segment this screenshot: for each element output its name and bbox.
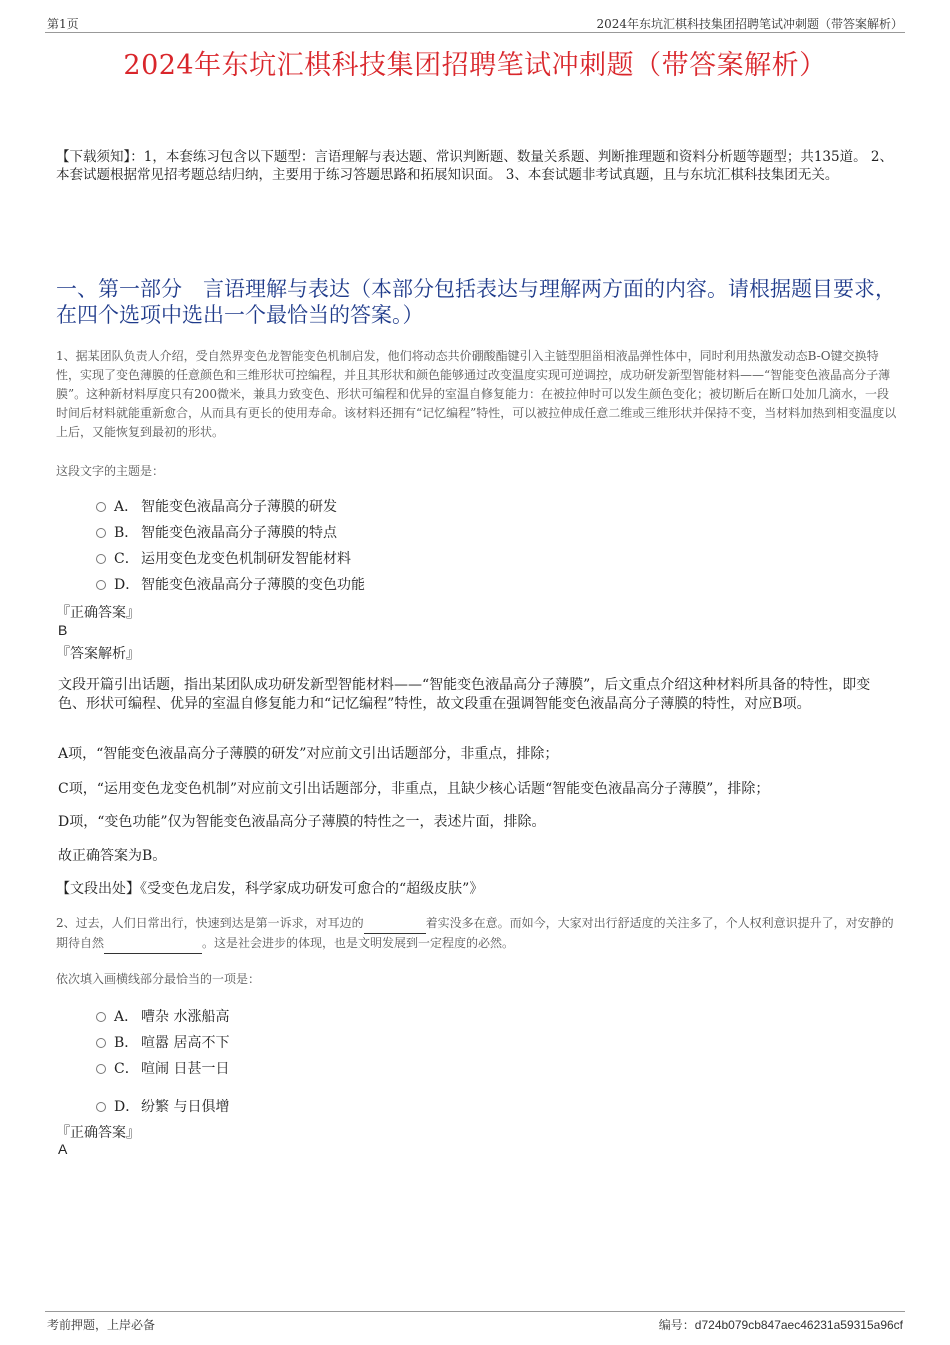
question-2-prompt: 依次填入画横线部分最恰当的一项是： [56,972,261,986]
document-title: 2024年东坑汇棋科技集团招聘笔试冲刺题（带答案解析） [123,50,827,81]
option-text: 喧嚣 居高不下 [141,1035,230,1051]
option-letter: B． [114,525,139,541]
answer-label: 『正确答案』 [56,605,140,621]
option-text: 智能变色液晶高分子薄膜的研发 [141,499,337,515]
analysis-paragraph: A项，“智能变色液晶高分子薄膜的研发”对应前文引出话题部分，非重点，排除； [58,746,559,762]
question-1-text: 1、据某团队负责人介绍，受自然界变色龙智能变色机制启发，他们将动态共价硼酸酯键引入主链型胆甾相液晶弹性体中，同时利用热激发动态B-O键交换特性，实现了变色薄膜的任意颜色和三维形状可控编程，并且其形状和颜色能够通过改变温度实现可逆调控，成功研发新型智能材料——“智能变色液晶高分子薄膜”。这种新材料厚度只有200微米，兼具力致变色、形状可编程和优异的室温自修复能力：在被拉伸时可以发生颜色变化；被切断后在断口处加几滴水，一段时间后材料就能重新愈合，从而具有更长的使用寿命。该材料还拥有“记忆编程”特性，可以被拉伸成任意二维或三维形状并保持不变，当材料加热到相变温度以上后，又能恢复到最初的形状。 [56,349,897,439]
option-letter: D． [114,577,140,593]
radio-icon[interactable] [96,528,106,538]
page-footer [45,1311,905,1336]
option-letter: C． [114,1061,139,1077]
question-1-prompt: 这段文字的主题是： [56,464,165,478]
option-letter: C． [114,551,139,567]
answer-value: A [58,1141,68,1157]
option-text: 智能变色液晶高分子薄膜的变色功能 [141,577,365,593]
question-2-text [56,914,900,954]
option-text: 智能变色液晶高分子薄膜的特点 [141,525,337,541]
fill-blank-2 [104,934,202,954]
section-heading: 一、第一部分 言语理解与表达（本部分包括表达与理解两方面的内容。请根据题目要求，在四个选项中选出一个最恰当的答案。） [56,277,896,327]
option-text: 纷繁 与日俱增 [141,1099,230,1115]
question-2-text-part: 着实没多在意。而如今，大家对出行舒适度的关注多了，个人权利意识提升了，对安静的期待自然 [56,916,894,950]
analysis-conclusion: 故正确答案为B。 [58,848,167,864]
option-text: 嘈杂 水涨船高 [141,1009,230,1025]
option-text: 喧闹 日甚一日 [141,1061,230,1077]
question-2-text-part: 。这是社会进步的体现，也是文明发展到一定程度的必然。 [202,936,515,950]
code-label: 编号： [658,1318,695,1332]
page-number: 第1页 [47,17,79,31]
source-citation: 【文段出处】《受变色龙启发，科学家成功研发可愈合的“超级皮肤”》 [56,881,484,897]
footer-code [659,1316,903,1333]
page-header [45,12,905,33]
radio-icon[interactable] [96,1038,106,1048]
download-notice: 【下载须知】：1，本套练习包含以下题型：言语理解与表达题、常识判断题、数量关系题、判断推理题和资料分析题等题型；共135道。 2、本套试题根据常见招考题总结归纳，主要用于练习答题思路和拓展知识面。 3、本套试题非考试真题，且与东坑汇棋科技集团无关。 [56,149,893,183]
option-text: 运用变色龙变色机制研发智能材料 [141,551,351,567]
option-letter: B． [114,1035,139,1051]
header-doc-title: 2024年东坑汇棋科技集团招聘笔试冲刺题（带答案解析） [596,17,903,31]
analysis-paragraph: 文段开篇引出话题，指出某团队成功研发新型智能材料——“智能变色液晶高分子薄膜”，后文重点介绍这种材料所具备的特性，即变色、形状可编程、优异的室温自修复能力和“记忆编程”特性，故文段重在强调智能变色液晶高分子薄膜的特性，对应B项。 [58,677,871,712]
option-letter: A． [114,1009,139,1025]
fill-blank-1 [364,914,426,934]
analysis-paragraph: D项，“变色功能”仅为智能变色液晶高分子薄膜的特性之一，表述片面，排除。 [58,814,546,830]
radio-icon[interactable] [96,580,106,590]
analysis-label: 『答案解析』 [56,646,140,662]
analysis-paragraph: C项，“运用变色龙变色机制”对应前文引出话题部分，非重点，且缺少核心话题“智能变色液晶高分子薄膜”，排除； [58,781,770,797]
option-letter: D． [114,1099,140,1115]
option-letter: A． [114,499,139,515]
radio-icon[interactable] [96,554,106,564]
answer-label: 『正确答案』 [56,1125,140,1141]
radio-icon[interactable] [96,1064,106,1074]
code-value: d724b079cb847aec46231a59315a96cf [694,1318,903,1332]
radio-icon[interactable] [96,1012,106,1022]
radio-icon[interactable] [96,1102,106,1112]
answer-value: B [58,622,68,638]
footer-slogan: 考前押题，上岸必备 [47,1318,156,1332]
question-2-text-part: 2、过去，人们日常出行，快速到达是第一诉求，对耳边的 [56,916,364,930]
radio-icon[interactable] [96,502,106,512]
